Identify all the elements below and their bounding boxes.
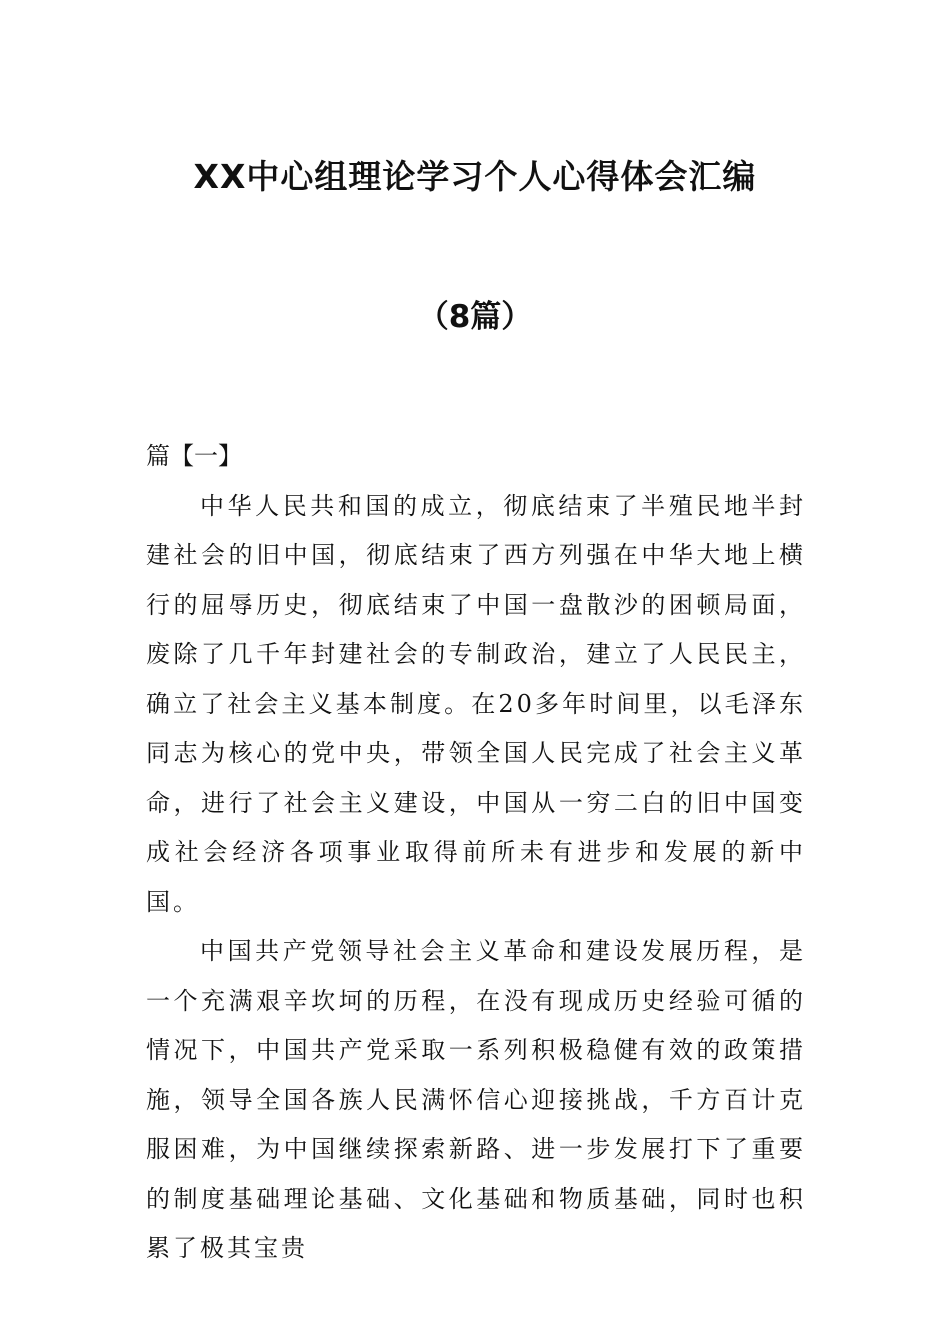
section-heading: 篇【一】 [146,442,242,470]
paragraph-1: 中华人民共和国的成立，彻底结束了半殖民地半封建社会的旧中国，彻底结束了西方列强在中华大地上横行的屈辱历史，彻底结束了中国一盘散沙的困顿局面，废除了几千年封建社会的专制政治，建立了人民民主，确立了社会主义基本制度。在20多年时间里，以毛泽东同志为核心的党中央，带领全国人民完成了社会主义革命，进行了社会主义建设，中国从一穷二白的旧中国变成社会经济各项事业取得前所未有进步和发展的新中国。 [146,491,806,916]
paragraph-2: 中国共产党领导社会主义革命和建设发展历程，是一个充满艰辛坎坷的历程，在没有现成历史经验可循的情况下，中国共产党采取一系列积极稳健有效的政策措施，领导全国各族人民满怀信心迎接挑战，千方百计克服困难，为中国继续探索新路、进一步发展打下了重要的制度基础理论基础、文化基础和物质基础，同时也积累了极其宝贵 [146,937,806,1262]
document-title: XX中心组理论学习个人心得体会汇编 [193,157,757,196]
document-subtitle: （8篇） [417,299,533,335]
document-body [146,432,806,1274]
